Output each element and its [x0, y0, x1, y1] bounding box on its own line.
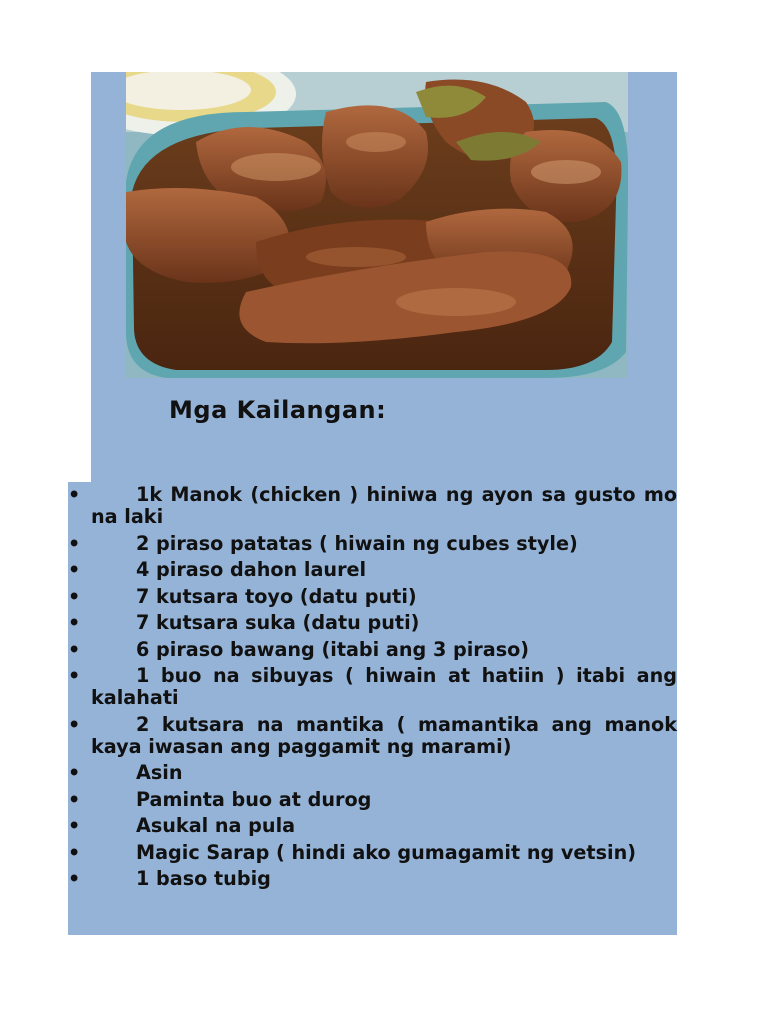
list-item [68, 559, 677, 581]
ingredient-text: Magic Sarap ( hindi ako gumagamit ng vetsin) [136, 840, 637, 864]
list-item [68, 665, 677, 709]
list-item [68, 639, 677, 661]
bullet-icon: • [68, 664, 81, 687]
ingredient-text: 1 baso tubig [136, 867, 271, 890]
bullet-icon: • [68, 637, 81, 661]
list-item [68, 714, 677, 758]
ingredient-text: 2 kutsara na mantika ( mamantika ang manok kaya iwasan ang paggamit ng marami) [91, 712, 677, 758]
bullet-icon: • [68, 787, 81, 811]
ingredient-text: Asukal na pula [136, 814, 296, 837]
bullet-icon: • [68, 584, 81, 608]
bullet-icon: • [68, 867, 81, 890]
bullet-icon: • [68, 558, 81, 581]
list-item [68, 762, 677, 784]
ingredient-text: 1k Manok (chicken ) hiniwa ng ayon sa gusto mo na laki [91, 483, 677, 528]
ingredient-text: 7 kutsara toyo (datu puti) [136, 584, 417, 608]
bullet-icon: • [68, 611, 81, 634]
bullet-icon: • [68, 712, 81, 736]
list-item [68, 484, 677, 528]
ingredient-text: 7 kutsara suka (datu puti) [136, 611, 420, 634]
bullet-icon: • [68, 483, 81, 506]
list-item [68, 842, 677, 864]
ingredient-text: 2 piraso patatas ( hiwain ng cubes style) [136, 531, 578, 555]
ingredient-text: 6 piraso bawang (itabi ang 3 piraso) [136, 637, 530, 661]
ingredient-text: 4 piraso dahon laurel [136, 558, 367, 581]
bullet-icon: • [68, 840, 81, 864]
list-item [68, 533, 677, 555]
adobo-photo [126, 72, 628, 378]
bullet-icon: • [68, 814, 81, 837]
ingredients-heading: Mga Kailangan: [169, 396, 387, 424]
list-item [68, 586, 677, 608]
ingredient-text: 1 buo na sibuyas ( hiwain at hatiin ) itabi ang kalahati [91, 664, 677, 709]
bullet-icon: • [68, 531, 81, 555]
list-item [68, 815, 677, 837]
ingredient-text: Asin [136, 761, 183, 784]
ingredients-list [68, 484, 677, 895]
bullet-icon: • [68, 761, 81, 784]
ingredient-text: Paminta buo at durog [136, 787, 372, 811]
list-item [68, 868, 677, 890]
list-item [68, 789, 677, 811]
list-item [68, 612, 677, 634]
